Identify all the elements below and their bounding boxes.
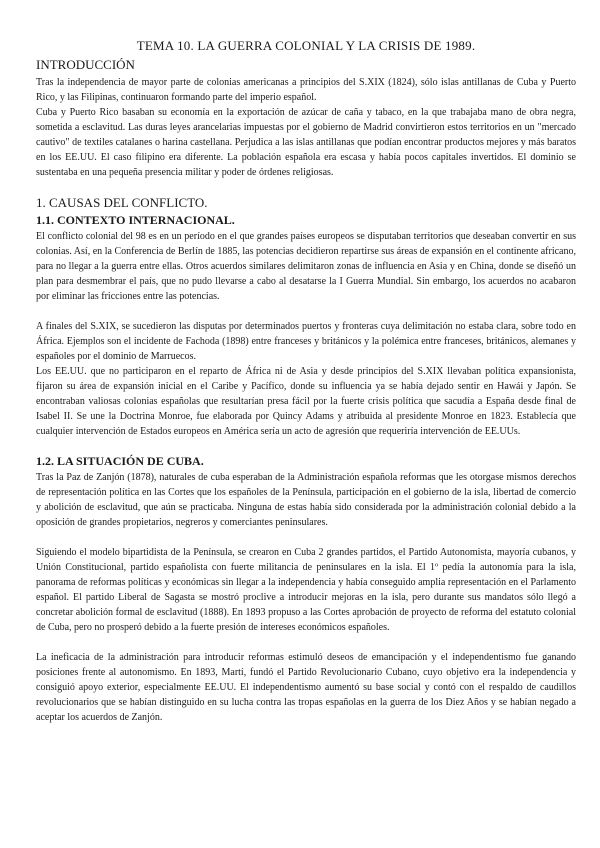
- intro-paragraph-2: Cuba y Puerto Rico basaban su economía en la exportación de azúcar de caña y tabaco, en la que trabajaba mano de obra negra, sometida a esclavitud. Las duras leyes arancelarias impuestas por el gobierno de Madrid convirtieron estos territorios en un "mercado cautivo" de textiles catalanes o harina castellana. Perjudica a las islas antillanas que podían encontrar productos mejores y más baratos en los EE.UU. El caso filipino era diferente. La población española era escasa y había pocos capitales invertidos. El dominio se sustentaba en una pequeña presencia militar y poder de órdenes religiosas.: [36, 107, 576, 178]
- intro-heading: INTRODUCCIÓN: [36, 57, 135, 72]
- document-page: [36, 38, 576, 725]
- subsection-1-1-paragraph-1: El conflicto colonial del 98 es en un período en el que grandes países europeos se disputaban territorios que deseaban convertir en sus colonias. Así, en la Conferencia de Berlín de 1885, las potencias decidieron repartirse sus áreas de expansión en el continente africano, para no llegar a la guerra entre ellas. Otros acuerdos similares delimitaron zonas de influencia en Asia y en China, donde se diseñó un plan para desmembrar el país, que no pudo llevarse a cabo al desatarse la I Guerra Mundial. Sin embargo, los acuerdos no acabaron por eliminar las fricciones entre las potencias.: [36, 231, 576, 302]
- section-1-heading: 1. CAUSAS DEL CONFLICTO.: [36, 195, 208, 210]
- subsection-1-1-heading: 1.1. CONTEXTO INTERNACIONAL.: [36, 213, 235, 227]
- subsection-1-2-paragraph-1: Tras la Paz de Zanjón (1878), naturales de cuba esperaban de la Administración española reformas que les otorgase mismos derechos de representación política en las Cortes que los españoles de la Península, participación en el gobierno de la isla, libertad de comercio y abolición de esclavitud, que aún se practicaba. Ninguna de estas había sido considerada por la administración colonial debido a la oposición de grandes propietarios, negreros y comerciantes peninsulares.: [36, 472, 576, 528]
- subsection-1-1-paragraph-3: Los EE.UU. que no participaron en el reparto de África ni de Asia y desde principios del S.XIX llevaban política expansionista, fijaron su área de expansión inicial en el Caribe y Pacífico, donde su influencia ya se había dejado sentir en Hawái y Japón. Se encontraban valiosas colonias españolas que resultarían presa fácil por la fuerte crisis política que sacudía a España desde final de Isabel II. Se une la Doctrina Monroe, fue elaborada por Quincy Adams y atribuida al presidente Monroe en 1823. Establecía que cualquier intervención de Estados europeos en América sería un acto de agresión que requeriría intervención de EE.UUs.: [36, 366, 576, 437]
- subsection-1-2-heading: 1.2. LA SITUACIÓN DE CUBA.: [36, 454, 204, 468]
- subsection-1-2-paragraph-2: Siguiendo el modelo bipartidista de la Península, se crearon en Cuba 2 grandes partidos, el Partido Autonomista, mayoría cubanos, y Unión Constitucional, partido españolista con fuerte militancia de peninsulares en la isla. El 1º pedía la autonomía para la isla, panorama de reformas políticas y económicas sin llegar a la independencia y había conseguido amplia representación en el Parlamento español. El partido Liberal de Sagasta se mostró proclive a introducir mejoras en la isla, pero durante sus mandatos sólo llegó a concretar abolición formal de esclavitud (1888). En 1893 propuso a las Cortes aprobación de proyecto de reforma del estatuto colonial de Cuba, pero no prosperó debido a la fuerte presión de intereses económicos españoles.: [36, 547, 576, 633]
- subsection-1-2-paragraph-3: La ineficacia de la administración para introducir reformas estimuló deseos de emancipación y el independentismo fue ganando posiciones frente al autonomismo. En 1893, Martí, fundó el Partido Revolucionario Cubano, cuyo objetivo era la independencia y consiguió apoyo exterior, especialmente EE.UU. El independentismo aumentó su base social y contó con el respaldo de caudillos revolucionarios que se habían distinguido en su lucha contra las tropas españolas en la guerra de los Diez Años y se habían negado a aceptar los acuerdos de Zanjón.: [36, 652, 576, 723]
- document-title: TEMA 10. LA GUERRA COLONIAL Y LA CRISIS DE 1989.: [136, 38, 476, 53]
- intro-paragraph-1: Tras la independencia de mayor parte de colonias americanas a principios del S.XIX (1824), sólo islas antillanas de Cuba y Puerto Rico, y las Filipinas, continuaron formando parte del imperio español.: [36, 77, 576, 103]
- subsection-1-1-paragraph-2: A finales del S.XIX, se sucedieron las disputas por determinados puertos y fronteras cuya delimitación no estaba clara, sobre todo en África. Ejemplos son el incidente de Fachoda (1898) entre franceses y británicos y la polémica entre franceses, británicos, alemanes y españoles por el dominio de Marruecos.: [36, 321, 576, 362]
